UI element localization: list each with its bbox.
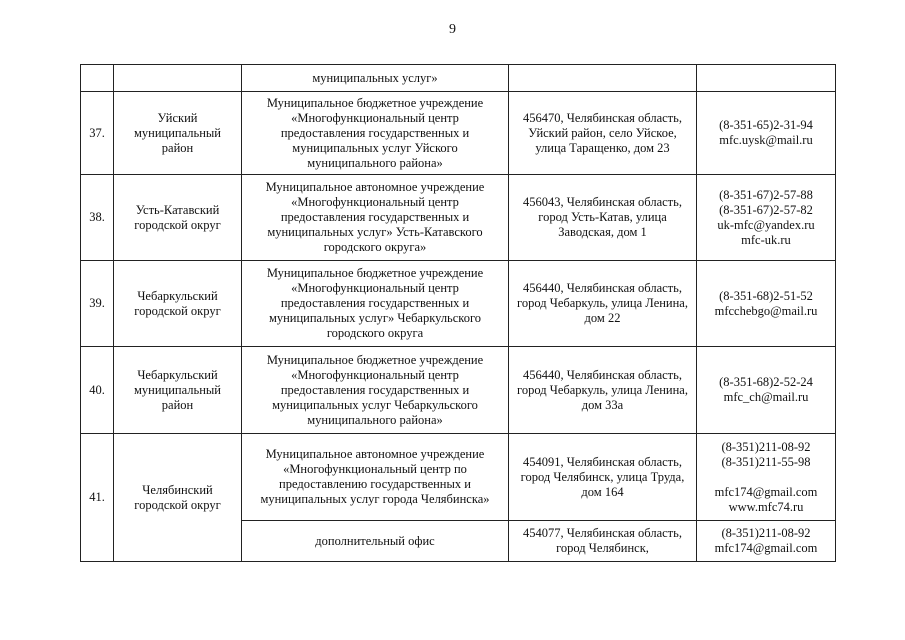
- institution-cell: Муниципальное бюджетное учреждение «Многофункциональный центр предоставления государственных и муниципальных услуг» Чебаркульского городского округа: [242, 261, 509, 347]
- address-cell: [509, 65, 697, 92]
- district-cell: Уйский муниципальный район: [114, 92, 242, 175]
- contacts-cell: [697, 65, 836, 92]
- address-cell: 456470, Челябинская область, Уйский район, село Уйское, улица Таращенко, дом 23: [509, 92, 697, 175]
- contacts-cell: (8-351-65)2-31-94 mfc.uysk@mail.ru: [697, 92, 836, 175]
- num-cell: 41.: [81, 434, 114, 562]
- district-cell: Чебаркульский городской округ: [114, 261, 242, 347]
- num-cell: [81, 65, 114, 92]
- institution-cell: Муниципальное бюджетное учреждение «Многофункциональный центр предоставления государственных и муниципальных услуг Чебаркульского муниципального района»: [242, 347, 509, 434]
- contacts-cell: (8-351-68)2-52-24 mfc_ch@mail.ru: [697, 347, 836, 434]
- contacts-cell: (8-351-68)2-51-52 mfcchebgo@mail.ru: [697, 261, 836, 347]
- num-cell: 40.: [81, 347, 114, 434]
- contacts-cell: (8-351)211-08-92 mfc174@gmail.com: [697, 521, 836, 562]
- district-cell: Усть-Катавский городской округ: [114, 175, 242, 261]
- institution-cell: муниципальных услуг»: [242, 65, 509, 92]
- district-cell: Челябинский городской округ: [114, 434, 242, 562]
- district-cell: [114, 65, 242, 92]
- district-cell: Чебаркульский муниципальный район: [114, 347, 242, 434]
- table-row-continuation: [81, 65, 836, 92]
- table-row: [81, 175, 836, 261]
- mfc-table: [80, 64, 836, 562]
- institution-cell: дополнительный офис: [242, 521, 509, 562]
- institution-cell: Муниципальное автономное учреждение «Многофункциональный центр предоставления государственных и муниципальных услуг» Усть-Катавского городского округа»: [242, 175, 509, 261]
- address-cell: 454091, Челябинская область, город Челябинск, улица Труда, дом 164: [509, 434, 697, 521]
- address-cell: 456043, Челябинская область, город Усть-Катав, улица Заводская, дом 1: [509, 175, 697, 261]
- num-cell: 39.: [81, 261, 114, 347]
- address-cell: 454077, Челябинская область, город Челябинск,: [509, 521, 697, 562]
- table-row: [81, 92, 836, 175]
- num-cell: 37.: [81, 92, 114, 175]
- page-number: 9: [449, 22, 456, 37]
- contacts-cell: (8-351-67)2-57-88 (8-351-67)2-57-82 uk-mfc@yandex.ru mfc-uk.ru: [697, 175, 836, 261]
- contacts-cell: (8-351)211-08-92 (8-351)211-55-98 mfc174@gmail.com www.mfc74.ru: [697, 434, 836, 521]
- table-row: [81, 261, 836, 347]
- address-cell: 456440, Челябинская область, город Чебаркуль, улица Ленина, дом 22: [509, 261, 697, 347]
- table-row: [81, 434, 836, 521]
- table-row: [81, 347, 836, 434]
- institution-cell: Муниципальное автономное учреждение «Многофункциональный центр по предоставлению государственных и муниципальных услуг города Челябинска»: [242, 434, 509, 521]
- address-cell: 456440, Челябинская область, город Чебаркуль, улица Ленина, дом 33а: [509, 347, 697, 434]
- institution-cell: Муниципальное бюджетное учреждение «Многофункциональный центр предоставления государственных и муниципальных услуг Уйского муниципального района»: [242, 92, 509, 175]
- num-cell: 38.: [81, 175, 114, 261]
